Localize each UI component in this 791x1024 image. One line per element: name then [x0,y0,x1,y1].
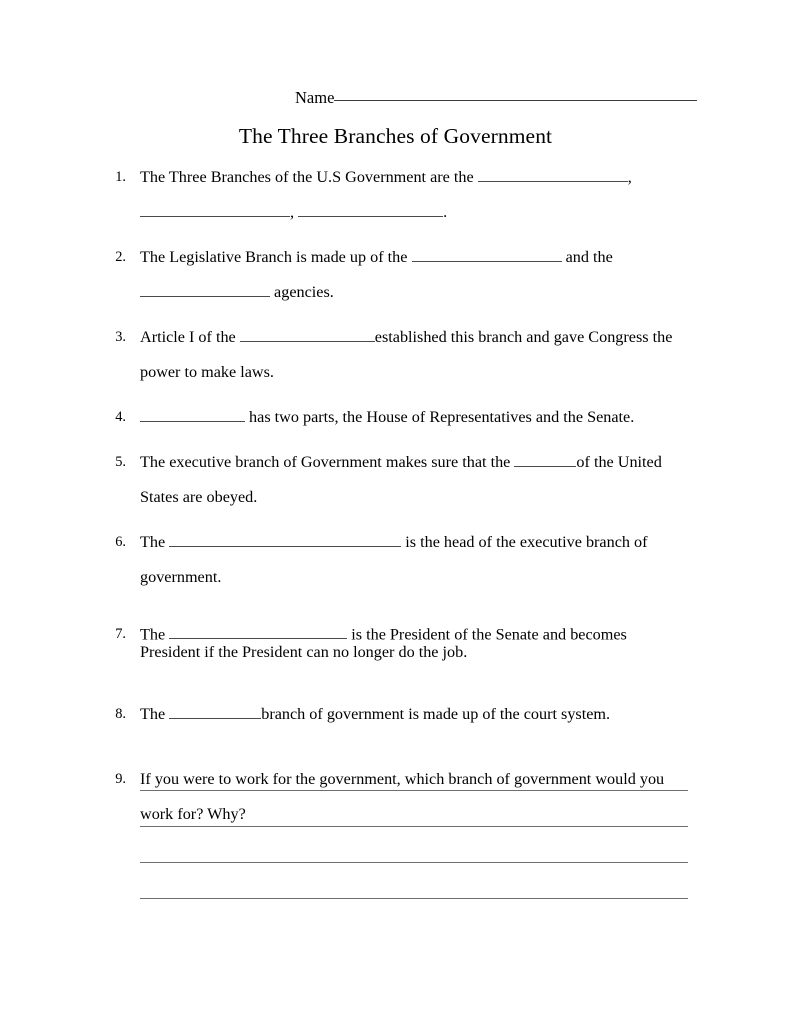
question-text: The Legislative Branch is made up of the [140,248,412,266]
question-text: , [290,203,299,221]
spacer [100,435,700,445]
question-item [100,697,700,732]
question-item [100,400,700,435]
fill-in-blank[interactable] [169,533,401,547]
question-text: The executive branch of Government makes sure that the [140,453,515,471]
question-item [100,160,700,230]
question-item [100,525,700,595]
question-line [140,400,700,435]
fill-in-blank[interactable] [478,168,628,182]
fill-in-blank[interactable] [140,203,290,217]
spacer [100,230,700,240]
question-line [140,195,700,230]
question-line [140,240,700,275]
question-line [140,480,700,515]
question-text: power to make laws. [140,363,274,381]
question-line [140,160,700,195]
question-text: branch of government is made up of the court system. [261,705,611,724]
fill-in-blank[interactable] [140,408,245,422]
question-text: is the President of the Senate and becomes [347,625,627,644]
question-text: Article I of the [140,328,240,346]
answer-line[interactable] [140,862,688,863]
question-line [140,560,700,595]
question-line [140,625,700,643]
question-line [140,525,700,560]
question-text: The Three Branches of the U.S Government are the [140,168,478,186]
fill-in-blank[interactable] [140,283,270,297]
question-item [100,320,700,390]
question-text: States are obeyed. [140,488,258,506]
question-number: 9. [115,771,126,788]
answer-line[interactable] [140,898,688,899]
fill-in-blank[interactable] [298,203,443,217]
question-number: 2. [115,249,126,265]
question-text: is the head of the executive branch of [401,533,648,551]
name-field-row [295,88,697,108]
question-text: The [140,705,170,724]
fill-in-blank[interactable] [169,625,347,639]
question-list [100,160,700,832]
question-text: work for? Why? [140,805,246,824]
question-number: 8. [115,706,126,723]
page-title: The Three Branches of Government [238,124,553,148]
question-text: , [627,168,632,186]
question-number: 6. [115,534,126,550]
question-text: If you were to work for the government, which branch of government would you [140,770,665,789]
spacer [100,595,700,625]
question-line [140,355,700,390]
question-text: government. [140,568,222,586]
question-number: 5. [115,454,126,470]
question-text: . [443,203,448,221]
question-text: agencies. [270,283,334,301]
answer-line[interactable] [140,790,688,791]
question-line [140,643,700,661]
question-text: of the United [576,453,662,471]
question-text: The [140,625,170,644]
spacer [100,661,700,697]
question-number: 7. [115,626,126,642]
question-item [100,625,700,661]
name-field-input[interactable] [334,100,697,101]
question-line [140,697,700,732]
fill-in-blank[interactable] [169,705,261,719]
question-text: President if the President can no longer do the job. [140,643,468,662]
question-text: has two parts, the House of Representatives and the Senate. [245,408,635,426]
question-number: 4. [115,409,126,425]
question-item [100,445,700,515]
answer-lines-group [140,790,688,934]
fill-in-blank[interactable] [412,248,562,262]
spacer [100,390,700,400]
question-text: established this branch and gave Congress the [374,328,673,346]
question-line [140,275,700,310]
question-number: 3. [115,329,126,345]
fill-in-blank[interactable] [240,328,375,342]
question-line [140,445,700,480]
question-number: 1. [115,169,126,185]
question-text: and the [561,248,613,266]
question-line [140,320,700,355]
answer-line[interactable] [140,826,688,827]
fill-in-blank[interactable] [514,453,576,467]
spacer [100,515,700,525]
question-item [100,240,700,310]
name-field-label: Name [295,88,335,107]
question-text: The [140,533,170,551]
spacer [100,310,700,320]
spacer [100,732,700,762]
